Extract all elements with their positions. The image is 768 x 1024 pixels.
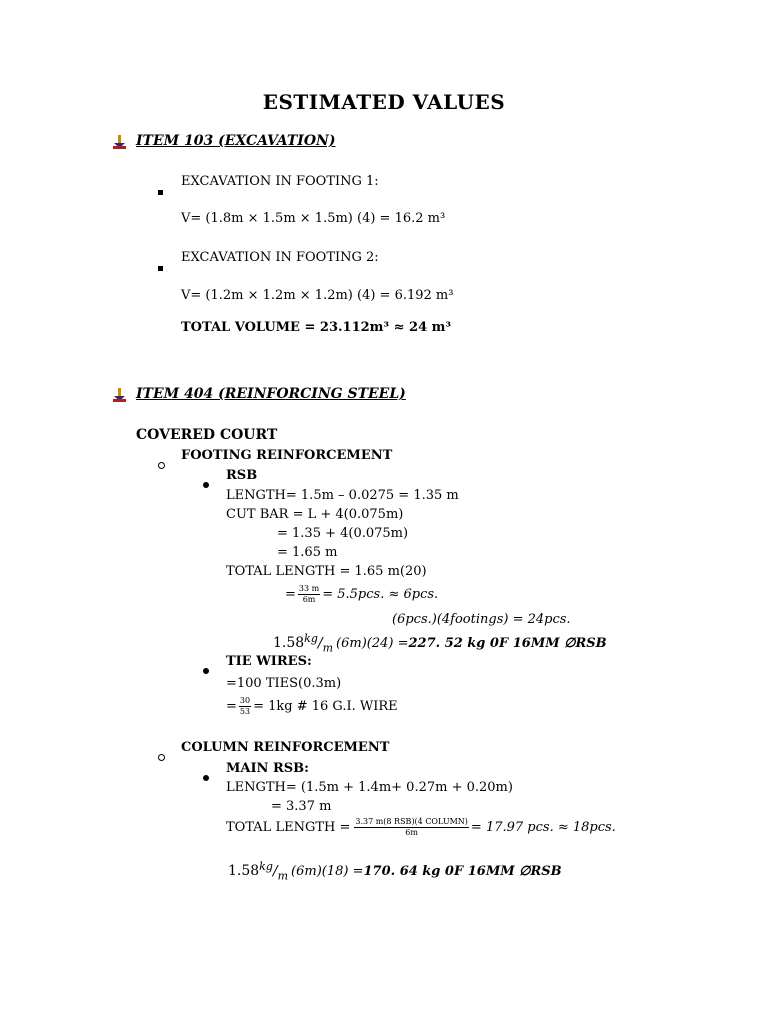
footing-reinforcement-heading: FOOTING REINFORCEMENT: [181, 448, 393, 463]
footing-1-volume: V= (1.8m × 1.5m × 1.5m) (4) = 16.2 m³: [181, 211, 446, 226]
bullet-square: [158, 256, 163, 275]
rsb-label: RSB: [226, 468, 258, 483]
weight-coefficient: 1.58: [228, 863, 260, 880]
footings-pieces: (6pcs.)(4footings) = 24pcs.: [392, 612, 571, 627]
fraction-numerator: 3.37 m(8 RSB)(4 COLUMN): [355, 817, 468, 826]
footing-total-length: TOTAL LENGTH = 1.65 m(20): [226, 564, 427, 579]
equals-sign: =: [226, 699, 237, 714]
fraction-denominator: 6m: [302, 595, 316, 604]
tie-wire-equation: [226, 697, 398, 716]
cut-bar-result: = 1.65 m: [277, 545, 338, 560]
fraction: [354, 818, 469, 837]
m-unit: m: [277, 869, 289, 883]
column-weight-equation: [228, 860, 562, 882]
ties-count: =100 TIES(0.3m): [226, 676, 342, 691]
footing-weight-result: 227. 52 kg 0F 16MM ∅RSB: [408, 635, 607, 651]
weight-coefficient: 1.58: [273, 635, 305, 652]
main-rsb-label: MAIN RSB:: [226, 761, 309, 776]
fraction-numerator: 33 m: [298, 584, 320, 593]
total-length-label: TOTAL LENGTH =: [226, 820, 351, 835]
tie-wire-result: = 1kg # 16 G.I. WIRE: [253, 699, 398, 714]
bullet-square: [158, 180, 163, 199]
tie-wires-label: TIE WIRES:: [226, 654, 312, 669]
column-weight-result: 170. 64 kg 0F 16MM ∅RSB: [363, 863, 562, 879]
footing-length: LENGTH= 1.5m – 0.0275 = 1.35 m: [226, 488, 459, 503]
fraction: [239, 697, 251, 716]
column-total-length-equation: [226, 818, 616, 837]
pieces-result: = 5.5pcs. ≈ 6pcs.: [322, 587, 439, 602]
column-pieces-result: = 17.97 pcs. ≈ 18pcs.: [470, 820, 616, 835]
fraction-denominator: 6m: [405, 828, 418, 837]
kg-per-m: $^{kg}/_m$: [259, 860, 289, 883]
fraction-denominator: 53: [239, 707, 251, 716]
bullet-circle: [158, 746, 165, 765]
column-reinforcement-heading: COLUMN REINFORCEMENT: [181, 740, 390, 755]
cut-bar-calc: = 1.35 + 4(0.075m): [277, 526, 409, 541]
pieces-equation: [285, 585, 438, 604]
fraction-numerator: 30: [239, 696, 251, 705]
kg-unit: kg: [259, 860, 273, 873]
column-length-result: = 3.37 m: [271, 799, 332, 814]
excavation-footing-1: EXCAVATION IN FOOTING 1:: [181, 174, 379, 189]
footing-weight-equation: [273, 632, 607, 654]
bullet-dot: [203, 766, 209, 785]
fraction: [298, 585, 320, 604]
covered-court-heading: COVERED COURT: [136, 427, 278, 443]
kg-per-m: $^{kg}/_m$: [304, 632, 334, 655]
column-length: LENGTH= (1.5m + 1.4m+ 0.27m + 0.20m): [226, 780, 513, 795]
cut-bar: CUT BAR = L + 4(0.075m): [226, 507, 404, 522]
page-title: ESTIMATED VALUES: [262, 90, 506, 114]
excavation-footing-2: EXCAVATION IN FOOTING 2:: [181, 250, 379, 265]
weight-multiplier: (6m)(18) =: [291, 863, 364, 879]
item-marker-icon: [113, 134, 127, 153]
bullet-dot: [203, 659, 209, 678]
equals-sign: =: [285, 587, 296, 602]
weight-multiplier: (6m)(24) =: [336, 635, 409, 651]
item-103-header: ITEM 103 (EXCAVATION): [136, 133, 336, 149]
item-404-header: ITEM 404 (REINFORCING STEEL): [136, 386, 406, 402]
bullet-dot: [203, 473, 209, 492]
bullet-circle: [158, 454, 165, 473]
total-volume: TOTAL VOLUME = 23.112m³ ≈ 24 m³: [181, 320, 452, 335]
kg-unit: kg: [304, 632, 318, 645]
m-unit: m: [322, 641, 334, 655]
item-marker-icon: [113, 387, 127, 406]
footing-2-volume: V= (1.2m × 1.2m × 1.2m) (4) = 6.192 m³: [181, 288, 454, 303]
